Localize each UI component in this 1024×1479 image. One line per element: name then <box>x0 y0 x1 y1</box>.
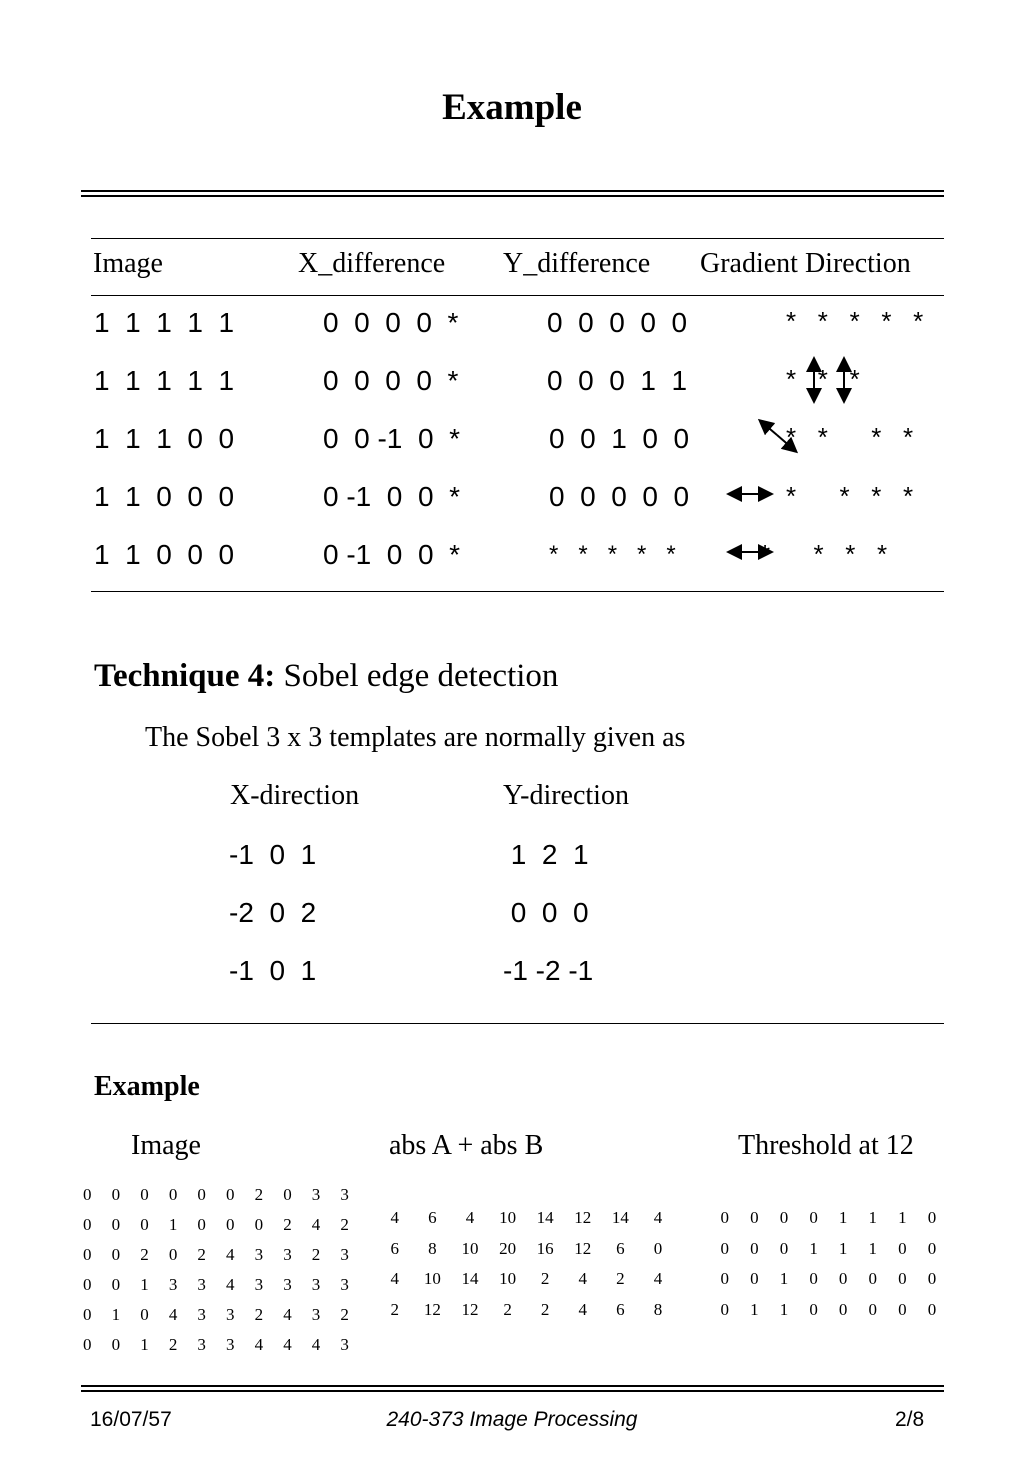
gradient-row: * * * * <box>786 422 914 452</box>
gradient-row: * * * * <box>760 539 888 569</box>
matrix-cell: 4 <box>226 1245 235 1264</box>
matrix-cell: 3 <box>168 1275 178 1294</box>
matrix-cell: 1 <box>868 1238 878 1258</box>
matrix-row <box>376 1300 677 1320</box>
matrix-cell: 3 <box>283 1275 292 1294</box>
matrix-cell: 1 <box>838 1208 848 1227</box>
matrix-cell: 0 <box>720 1299 730 1319</box>
matrix-cell: 0 <box>653 1238 663 1258</box>
matrix-cell: 0 <box>140 1305 149 1324</box>
matrix-cell: 3 <box>311 1305 321 1324</box>
sobel-intro: The Sobel 3 x 3 templates are normally given as <box>145 722 686 753</box>
matrix-cell: 4 <box>653 1269 663 1288</box>
image-row: 1 1 1 1 1 <box>94 365 235 396</box>
matrix-row <box>73 1245 359 1265</box>
y-kernel-row: -1 -2 -1 <box>503 955 594 986</box>
matrix-cell: 8 <box>428 1238 437 1258</box>
matrix-cell: 2 <box>340 1305 349 1324</box>
matrix-cell: 0 <box>809 1208 818 1227</box>
matrix-cell: 0 <box>898 1238 907 1258</box>
matrix-cell: 8 <box>653 1299 663 1319</box>
matrix-cell: 4 <box>311 1215 321 1234</box>
matrix-cell: 2 <box>311 1245 321 1264</box>
matrix-cell: 0 <box>283 1185 292 1204</box>
y-direction-heading: Y-direction <box>503 780 629 811</box>
x-difference-row: 0 -1 0 0 * <box>323 539 460 570</box>
matrix-cell: 12 <box>574 1208 592 1227</box>
matrix-cell: 1 <box>140 1335 149 1354</box>
matrix-cell: 0 <box>83 1215 92 1234</box>
matrix-cell: 0 <box>111 1185 121 1204</box>
matrix-cell: 3 <box>340 1185 349 1204</box>
matrix-cell: 0 <box>254 1215 264 1234</box>
matrix-row <box>73 1215 359 1235</box>
matrix-cell: 4 <box>390 1269 400 1288</box>
y-kernel-row: 0 0 0 <box>503 897 589 928</box>
matrix-cell: 3 <box>283 1245 292 1264</box>
matrix-cell: 6 <box>616 1238 625 1258</box>
matrix-cell: 12 <box>461 1299 479 1319</box>
matrix-cell: 3 <box>197 1335 206 1354</box>
matrix-cell: 3 <box>197 1305 206 1324</box>
matrix-cell: 0 <box>83 1245 92 1264</box>
matrix-cell: 0 <box>168 1245 178 1264</box>
header-y-difference: Y_difference <box>503 248 651 279</box>
horizontal-arrow-icon <box>730 542 774 562</box>
divider <box>81 1390 944 1392</box>
matrix-row <box>710 1208 947 1228</box>
matrix-cell: 0 <box>83 1305 92 1324</box>
matrix-cell: 3 <box>340 1245 349 1264</box>
matrix-cell: 4 <box>283 1305 292 1324</box>
matrix-cell: 0 <box>111 1335 121 1354</box>
matrix-cell: 3 <box>226 1335 235 1354</box>
abs-column-heading: abs A + abs B <box>389 1130 544 1161</box>
matrix-cell: 2 <box>503 1299 512 1319</box>
matrix-cell: 2 <box>390 1299 400 1319</box>
matrix-cell: 6 <box>428 1208 437 1227</box>
matrix-cell: 6 <box>390 1238 400 1258</box>
matrix-row <box>710 1239 947 1259</box>
matrix-cell: 0 <box>226 1185 235 1204</box>
matrix-cell: 0 <box>779 1238 789 1258</box>
matrix-cell: 1 <box>140 1275 149 1294</box>
matrix-cell: 1 <box>898 1208 907 1227</box>
matrix-cell: 0 <box>720 1208 730 1227</box>
technique-name: Sobel edge detection <box>283 658 559 694</box>
matrix-cell: 0 <box>838 1269 848 1288</box>
matrix-cell: 0 <box>927 1208 937 1227</box>
matrix-cell: 0 <box>197 1215 206 1234</box>
footer-date: 16/07/57 <box>90 1408 172 1431</box>
matrix-cell: 0 <box>927 1269 937 1288</box>
divider <box>81 195 944 197</box>
y-difference-row: 0 0 0 0 0 <box>547 307 688 338</box>
image-row: 1 1 0 0 0 <box>94 539 235 570</box>
matrix-cell: 2 <box>197 1245 206 1264</box>
y-difference-row: 0 0 0 1 1 <box>547 365 688 396</box>
table-top-rule <box>91 238 944 239</box>
matrix-cell: 6 <box>616 1299 625 1319</box>
gradient-row: * * * * * <box>786 306 924 336</box>
matrix-cell: 3 <box>311 1185 321 1204</box>
matrix-cell: 2 <box>168 1335 178 1354</box>
matrix-cell: 0 <box>868 1269 878 1288</box>
technique-label: Technique 4: <box>94 658 276 694</box>
matrix-cell: 20 <box>499 1238 517 1258</box>
divider <box>81 190 944 192</box>
matrix-row <box>376 1239 677 1259</box>
matrix-cell: 0 <box>111 1275 121 1294</box>
matrix-cell: 0 <box>927 1299 937 1319</box>
matrix-cell: 4 <box>465 1208 475 1227</box>
y-difference-row: * * * * * <box>549 541 676 568</box>
table-bottom-rule <box>91 591 944 592</box>
matrix-cell: 2 <box>254 1185 264 1204</box>
matrix-cell: 3 <box>311 1275 321 1294</box>
matrix-cell: 0 <box>927 1238 937 1258</box>
matrix-cell: 0 <box>111 1215 121 1234</box>
image-row: 1 1 1 0 0 <box>94 423 235 454</box>
horizontal-arrow-icon <box>730 484 774 504</box>
matrix-cell: 4 <box>311 1335 321 1354</box>
matrix-cell: 0 <box>83 1185 92 1204</box>
matrix-cell: 3 <box>226 1305 235 1324</box>
matrix-cell: 0 <box>197 1185 206 1204</box>
matrix-cell: 0 <box>140 1215 149 1234</box>
matrix-cell: 1 <box>809 1238 818 1258</box>
matrix-cell: 2 <box>254 1305 264 1324</box>
gradient-row: * * * * <box>786 481 914 511</box>
technique-heading <box>94 658 558 695</box>
x-difference-row: 0 -1 0 0 * <box>323 481 460 512</box>
matrix-cell: 0 <box>809 1269 818 1288</box>
page-title: Example <box>442 87 582 128</box>
matrix-cell: 10 <box>499 1269 517 1288</box>
diagonal-arrow-icon <box>760 420 800 454</box>
vertical-arrow-icon <box>800 360 860 400</box>
matrix-cell: 2 <box>340 1215 349 1234</box>
matrix-cell: 1 <box>779 1299 789 1319</box>
matrix-cell: 14 <box>461 1269 479 1288</box>
matrix-row <box>73 1335 359 1355</box>
example-heading: Example <box>94 1071 200 1102</box>
x-difference-row: 0 0 0 0 * <box>323 365 459 396</box>
footer-page: 2/8 <box>895 1408 925 1431</box>
matrix-cell: 4 <box>390 1208 400 1227</box>
matrix-cell: 0 <box>779 1208 789 1227</box>
matrix-cell: 3 <box>340 1335 349 1354</box>
matrix-cell: 0 <box>838 1299 848 1319</box>
matrix-cell: 1 <box>779 1269 789 1288</box>
matrix-cell: 4 <box>578 1299 588 1319</box>
matrix-cell: 4 <box>226 1275 235 1294</box>
matrix-cell: 1 <box>868 1208 878 1227</box>
matrix-cell: 0 <box>898 1269 907 1288</box>
matrix-row <box>710 1300 947 1320</box>
x-kernel-row: -2 0 2 <box>229 897 317 928</box>
matrix-cell: 4 <box>283 1335 292 1354</box>
matrix-cell: 0 <box>750 1269 759 1288</box>
matrix-cell: 10 <box>461 1238 479 1258</box>
matrix-cell: 0 <box>168 1185 178 1204</box>
matrix-cell: 4 <box>168 1305 178 1324</box>
matrix-cell: 0 <box>809 1299 818 1319</box>
matrix-cell: 2 <box>540 1269 550 1288</box>
matrix-cell: 0 <box>750 1208 759 1227</box>
matrix-cell: 4 <box>254 1335 264 1354</box>
matrix-cell: 3 <box>254 1275 264 1294</box>
x-kernel-row: -1 0 1 <box>229 955 317 986</box>
header-gradient-direction: Gradient Direction <box>700 248 911 279</box>
table-header-rule <box>91 295 944 296</box>
matrix-cell: 0 <box>140 1185 149 1204</box>
matrix-cell: 1 <box>750 1299 759 1319</box>
divider <box>81 1385 944 1387</box>
x-difference-row: 0 0 -1 0 * <box>323 423 460 454</box>
matrix-cell: 12 <box>423 1299 441 1319</box>
matrix-cell: 10 <box>423 1269 441 1288</box>
y-kernel-row: 1 2 1 <box>503 839 589 870</box>
matrix-cell: 2 <box>283 1215 292 1234</box>
threshold-column-heading: Threshold at 12 <box>738 1130 914 1161</box>
matrix-cell: 16 <box>536 1238 554 1258</box>
matrix-cell: 4 <box>578 1269 588 1288</box>
x-kernel-row: -1 0 1 <box>229 839 317 870</box>
x-direction-heading: X-direction <box>230 780 360 811</box>
image-row: 1 1 0 0 0 <box>94 481 235 512</box>
matrix-cell: 0 <box>111 1245 121 1264</box>
matrix-cell: 0 <box>898 1299 907 1319</box>
matrix-cell: 4 <box>653 1208 663 1227</box>
matrix-cell: 3 <box>254 1245 264 1264</box>
matrix-cell: 1 <box>168 1215 178 1234</box>
matrix-cell: 10 <box>499 1208 517 1227</box>
section-rule <box>91 1023 944 1024</box>
matrix-cell: 0 <box>720 1269 730 1288</box>
header-x-difference: X_difference <box>298 248 446 279</box>
matrix-cell: 1 <box>838 1238 848 1258</box>
matrix-cell: 12 <box>574 1238 592 1258</box>
matrix-row <box>73 1305 359 1325</box>
matrix-cell: 0 <box>83 1275 92 1294</box>
matrix-cell: 0 <box>226 1215 235 1234</box>
matrix-cell: 3 <box>340 1275 349 1294</box>
matrix-row <box>73 1185 359 1205</box>
matrix-cell: 14 <box>611 1208 629 1227</box>
image-column-heading: Image <box>131 1130 201 1161</box>
x-difference-row: 0 0 0 0 * <box>323 307 459 338</box>
header-image: Image <box>93 248 163 279</box>
matrix-cell: 0 <box>720 1238 730 1258</box>
matrix-cell: 2 <box>540 1299 550 1319</box>
matrix-cell: 3 <box>197 1275 206 1294</box>
gradient-row: * * * <box>786 364 860 394</box>
footer-course: 240-373 Image Processing <box>386 1408 638 1431</box>
matrix-cell: 0 <box>750 1238 759 1258</box>
matrix-cell: 2 <box>616 1269 625 1288</box>
matrix-cell: 1 <box>111 1305 121 1324</box>
matrix-row <box>73 1275 359 1295</box>
matrix-cell: 2 <box>140 1245 149 1264</box>
matrix-row <box>376 1208 677 1228</box>
y-difference-row: 0 0 1 0 0 <box>549 423 690 454</box>
matrix-cell: 0 <box>868 1299 878 1319</box>
matrix-cell: 14 <box>536 1208 554 1227</box>
matrix-cell: 0 <box>83 1335 92 1354</box>
matrix-row <box>376 1269 677 1289</box>
matrix-row <box>710 1269 947 1289</box>
image-row: 1 1 1 1 1 <box>94 307 235 338</box>
y-difference-row: 0 0 0 0 0 <box>549 481 690 512</box>
